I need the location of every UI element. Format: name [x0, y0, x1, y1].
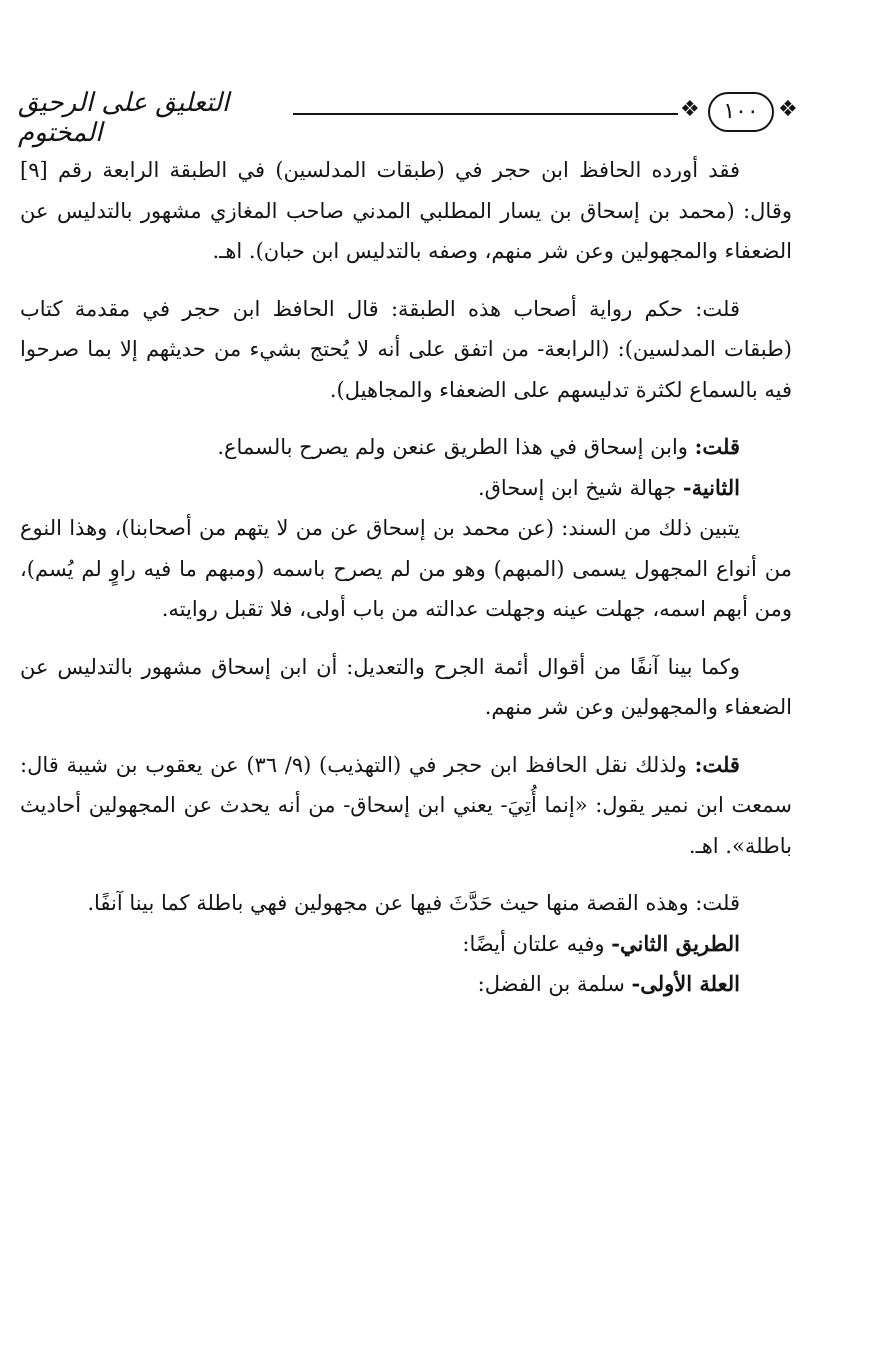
paragraph-text: وكما بينا آنفًا من أقوال أئمة الجرح والتعديل: أن ابن إسحاق مشهور بالتدليس عن الضعفاء والمجهولين وعن شر منهم. — [20, 654, 792, 719]
paragraph-7 — [20, 745, 792, 867]
paragraph-1 — [20, 150, 792, 272]
paragraph-text: يتبين ذلك من السند: (عن محمد بن إسحاق عن من لا يتهم من أصحابنا)، وهذا النوع من أنواع المجهول يسمى (المبهم) وهو من لم يصرح باسمه (ومبهم ما فيه راوٍ لم يُسم)، ومن أبهم اسمه، جهلت عينه وجهلت عدالته من باب أولى، فلا تقبل روايته. — [20, 516, 792, 621]
ornament-left-icon: ❖ — [680, 97, 700, 122]
paragraph-3 — [20, 427, 792, 468]
paragraph-text: جهالة شيخ ابن إسحاق. — [477, 475, 677, 500]
paragraph-8 — [20, 883, 792, 924]
paragraph-text: ولذلك نقل الحافظ ابن حجر في (التهذيب) (٩/ ٣٦) عن يعقوب بن شيبة قال: سمعت ابن نمير يقول: «إنما أُتِيَ- يعني ابن إسحاق- من أنه يحدث عن المجهولين أحاديث باطلة». اهـ. — [20, 752, 792, 858]
ornament-right-icon: ❖ — [778, 97, 798, 122]
paragraph-lead: الثانية- — [682, 474, 740, 500]
paragraph-10 — [20, 964, 792, 1005]
paragraph-text: فقد أورده الحافظ ابن حجر في (طبقات المدلسين) في الطبقة الرابعة رقم [٩] وقال: (محمد بن إسحاق بن يسار المطلبي المدني صاحب المغازي مشهور بالتدليس عن الضعفاء والمجهولين وعن شر منهم، وصفه بالتدليس ابن حبان). اهـ. — [20, 158, 792, 263]
paragraph-text: قلت: حكم رواية أصحاب هذه الطبقة: قال الحافظ ابن حجر في مقدمة كتاب (طبقات المدلسين): (الرابعة- من اتفق على أنه لا يُحتج بشيء من حديثهم إلا بما صرحوا فيه بالسماع لكثرة تدليسهم على الضعفاء والمجاهيل). — [20, 296, 792, 402]
header-rule — [293, 113, 678, 115]
paragraph-text: سلمة بن الفضل: — [477, 972, 625, 996]
running-title: التعليق على الرحيق المختوم — [18, 88, 230, 148]
paragraph-9 — [20, 924, 792, 965]
paragraph-text: وفيه علتان أيضًا: — [462, 931, 605, 956]
paragraph-lead: قلت: — [694, 751, 740, 777]
paragraph-2 — [20, 289, 792, 411]
paragraph-5 — [20, 508, 792, 630]
page-body — [20, 150, 792, 1005]
paragraph-4 — [20, 468, 792, 509]
paragraph-lead: العلة الأولى- — [631, 971, 740, 996]
paragraph-text: قلت: وهذه القصة منها حيث حَدَّثَ فيها عن مجهولين فهي باطلة كما بينا آنفًا. — [87, 891, 740, 915]
paragraph-6 — [20, 647, 792, 728]
paragraph-text: وابن إسحاق في هذا الطريق عنعن ولم يصرح بالسماع. — [217, 435, 688, 459]
paragraph-lead: الطريق الثاني- — [611, 930, 740, 956]
page-header — [18, 86, 858, 148]
paragraph-lead: قلت: — [694, 434, 740, 459]
page-number: ١٠٠ — [708, 92, 774, 132]
